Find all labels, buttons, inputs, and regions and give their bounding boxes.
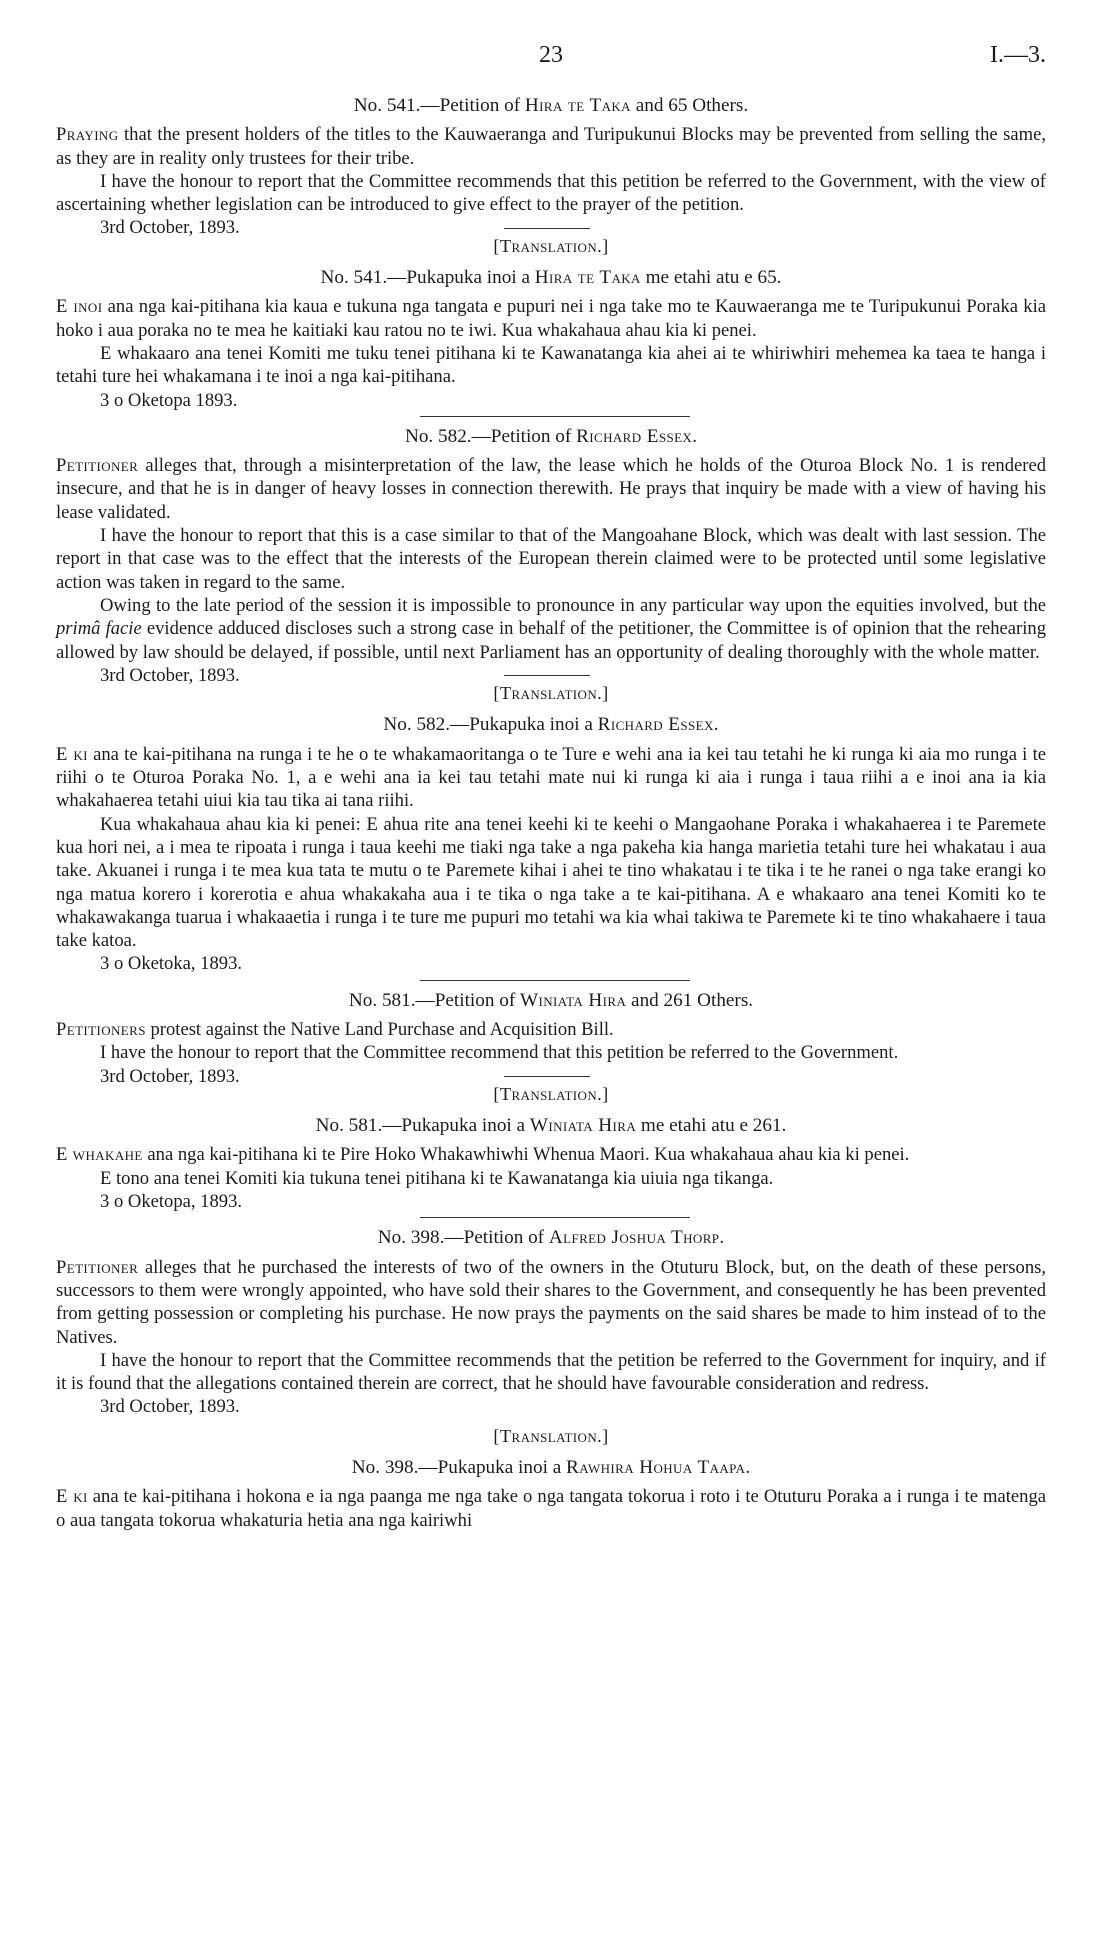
report-date: 3rd October, 1893. (100, 664, 240, 686)
section-title: No. 581.—Petition of Winiata Hira and 261 Others. (348, 989, 754, 1011)
petition-541-english (56, 94, 1046, 239)
report-date: 3rd October, 1893. (100, 217, 240, 239)
petition-summary: Praying that the present holders of the titles to the Kauwaeranga and Turipukunui Blocks may be prevented from selling the same, as they are in reality only trustees for their tribe. (56, 124, 1046, 169)
page-number: 23 (539, 42, 563, 68)
report-date: 3 o Oketopa 1893. (100, 389, 238, 411)
short-divider (504, 675, 590, 676)
petition-summary: Petitioner alleges that, through a misinterpretation of the law, the lease which he holds of the Oturoa Block No. 1 is rendered insecure, and that he is in danger of heavy losses in connection therewith. He prays that inquiry be made with a view of having his lease validated. (56, 455, 1046, 523)
report-date: 3rd October, 1893. (100, 1065, 240, 1087)
report-paragraph: E whakaaro ana tenei Komiti me tuku tenei pitihana ki te Kawanatanga kia ahei ai te whiriwhiri mehemea ka taea te hanga i tetahi ture hei whakamana i te inoi a nga kai-pitihana. (56, 342, 1046, 388)
petition-582-translation (56, 682, 1046, 981)
translation-label: [Translation.] (493, 235, 609, 256)
document-reference: I.—3. (990, 42, 1046, 68)
petition-582-english (56, 425, 1046, 686)
report-paragraph: E tono ana tenei Komiti kia tukuna tenei pitihana ki te Kawanatanga kia uiuia nga tikanga. (100, 1167, 774, 1189)
report-paragraph: I have the honour to report that this is a case similar to that of the Mangoahane Block, which was dealt with last session. The report in that case was to the effect that the interests of the European therein claimed were to be protected until some legislative action was taken in regard to the same. (56, 525, 1046, 593)
petition-summary: Petitioner alleges that he purchased the interests of two of the owners in the Otuturu Block, but, on the death of these persons, successors to them were wrongly appointed, who have sold their shares to the Government, and consequently he has been prevented from getting possession or completing his purchase. He now prays the payments on the said shares be made to him instead of to the Natives. (56, 1256, 1046, 1348)
section-title: No. 581.—Pukapuka inoi a Winiata Hira me etahi atu e 261. (315, 1115, 787, 1137)
short-divider (504, 1076, 590, 1077)
page-header (56, 44, 1046, 86)
petition-summary: Petitioners protest against the Native Land Purchase and Acquisition Bill. (56, 1018, 614, 1040)
section-title: No. 582.—Petition of Richard Essex. (404, 425, 698, 447)
section-divider (420, 1217, 690, 1218)
translation-label: [Translation.] (493, 1425, 609, 1446)
petition-398-translation (56, 1425, 1046, 1532)
petition-summary: E ki ana te kai-pitihana na runga i te he o te whakamaoritanga o te Ture e wehi ana ia kei tau tetahi he ki runga ki aia mo runga i te riihi o te Oturoa Poraka No. 1, a e wehi ana ia kei tau tetahi mate nui ki runga ki aia i runga i taua riihi a e inoi ana ia kia whakahaerea tetahi uiui kia tau tika ai tana riihi. (56, 743, 1046, 812)
report-date: 3rd October, 1893. (100, 1396, 240, 1418)
short-divider (504, 228, 590, 229)
report-paragraph: I have the honour to report that the Committee recommends that this petition be referred to the Government, with the view of ascertaining whether legislation can be introduced to give effect to the prayer of the petition. (56, 170, 1046, 216)
section-divider (420, 416, 690, 417)
section-title: No. 541.—Petition of Hira te Taka and 65 Others. (353, 95, 749, 116)
report-paragraph: I have the honour to report that the Committee recommends that the petition be referred to the Government for inquiry, and if it is found that the allegations contained therein are correct, that he should have favourable consideration and redress. (56, 1349, 1046, 1395)
petition-581-translation (56, 1083, 1046, 1218)
petition-summary: E inoi ana nga kai-pitihana kia kaua e tukuna nga tangata e pupuri nei i nga take mo te Kauwaeranga me te Turipukunui Poraka kia hoko i aua poraka no te mea he kaitiaki kau ratou no te iwi. Kua whakahaua ahau kia ki penei. (56, 296, 1046, 341)
petition-581-english (56, 989, 1046, 1087)
section-title: No. 398.—Pukapuka inoi a Rawhira Hohua Taapa. (351, 1457, 751, 1479)
report-paragraph: I have the honour to report that the Committee recommend that this petition be referred to the Government. (100, 1042, 899, 1064)
petition-summary: E ki ana te kai-pitihana i hokona e ia nga paanga me nga take o nga tangata tokorua i roto i te Otuturu Poraka a i runga i te matenga o aua tangata tokorua whakaturia hetia ana nga kairiwhi (56, 1486, 1046, 1531)
petition-541-translation (56, 235, 1046, 417)
report-paragraph: Kua whakahaua ahau kia ki penei: E ahua rite ana tenei keehi ki te keehi o Mangaohane Poraka i whakahaerea i te Paremete kua hori nei, a i mea te ripoata i runga i taua keehi me tiaki nga take a nga pakeha kia hanga marietia tetahi ture hei whakatau i aua take. Akuanei i runga i te mea kua tata te mutu o te Paremete kihai i ahei te tino whakatau i te tika i te he ranei o nga take erangi ko nga matua korero i korerotia e ahua whakakaha aua i te tika o nga take a te kai-pitihana. A e whakaaro ana tenei Komiti ko te whakawakanga tuarua i whakaaetia i runga i te ture me pupuri mo tetahi wa kia whai takiwa te Paremete ki te tino whakahaere i taua take katoa. (56, 813, 1046, 952)
petition-398-english (56, 1226, 1046, 1418)
petition-summary: E whakahe ana nga kai-pitihana ki te Pire Hoko Whakawhiwhi Whenua Maori. Kua whakahaua ahau kia ki penei. (56, 1144, 910, 1166)
report-paragraph: Owing to the late period of the session it is impossible to pronounce in any particular way upon the equities involved, but the primâ facie evidence adduced discloses such a strong case in behalf of the petitioner, the Committee is of opinion that the rehearing allowed by law should be delayed, if possible, until next Parliament has an opportunity of dealing thoroughly with the whole matter. (56, 594, 1046, 663)
report-date: 3 o Oketopa, 1893. (100, 1191, 243, 1213)
translation-label: [Translation.] (493, 683, 609, 704)
section-divider (420, 980, 690, 981)
section-title: No. 541.—Pukapuka inoi a Hira te Taka me etahi atu e 65. (320, 267, 782, 289)
report-date: 3 o Oketoka, 1893. (100, 953, 243, 975)
section-title: No. 582.—Pukapuka inoi a Richard Essex. (383, 714, 719, 736)
translation-label: [Translation.] (493, 1083, 609, 1104)
section-title: No. 398.—Petition of Alfred Joshua Thorp. (377, 1227, 725, 1249)
